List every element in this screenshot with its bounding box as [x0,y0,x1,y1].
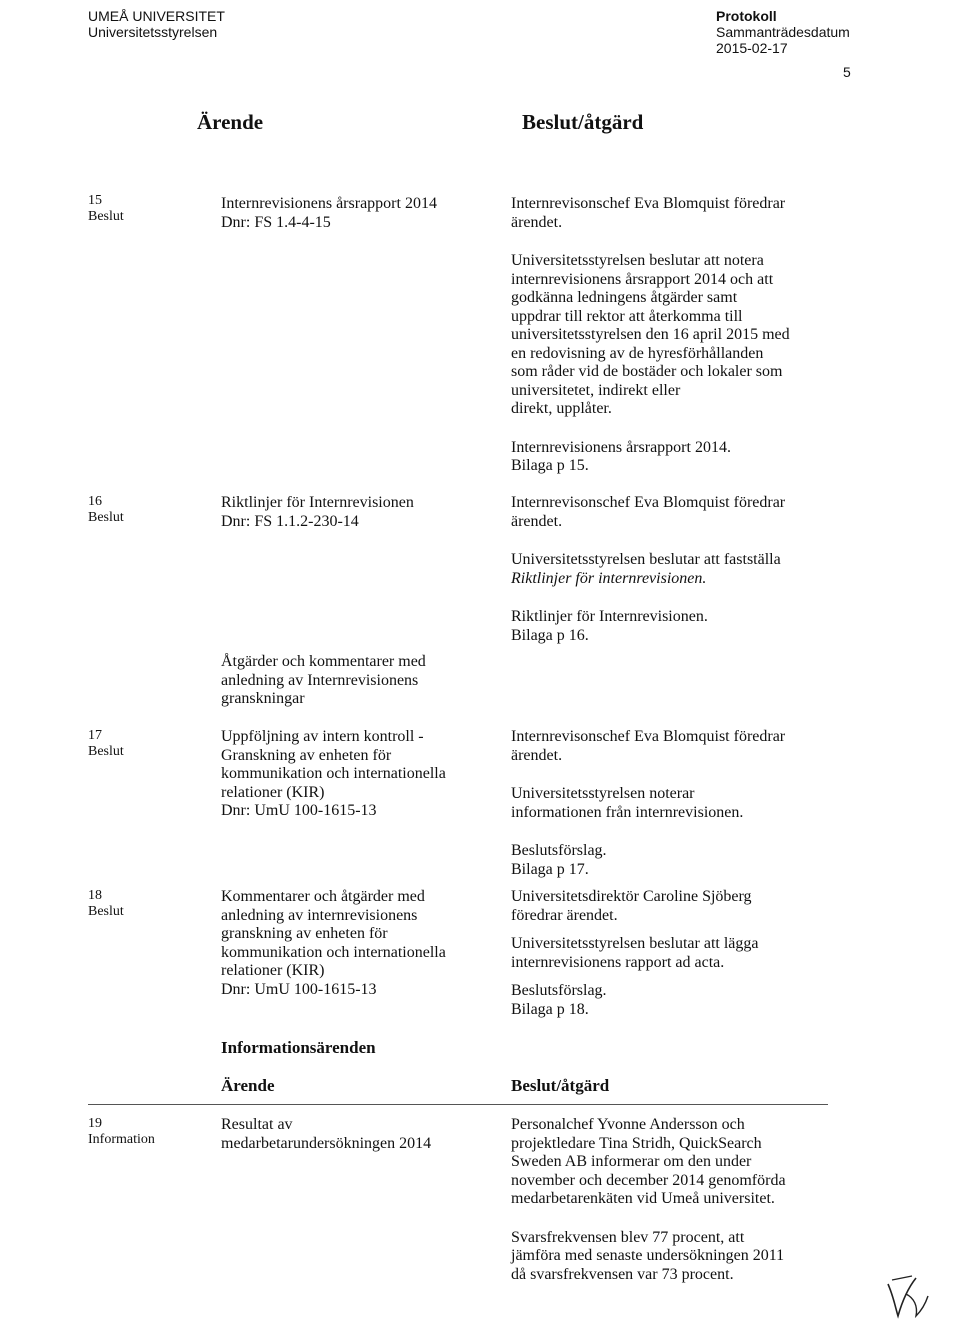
item-17-label [88,728,124,760]
item-title-line: Resultat av [221,1116,293,1133]
item-type: Beslut [88,510,124,525]
item-17-title [221,728,446,821]
decision-line: då svarsfrekvensen var 73 procent. [511,1265,734,1283]
item-type: Information [88,1132,155,1147]
item-number: 18 [88,888,102,903]
attachment-line: Beslutsförslag. [511,982,607,999]
item-type: Beslut [88,209,124,224]
item-16-decision [511,494,785,645]
attachment-ref: Bilaga p 18. [511,1000,589,1018]
item-19-label [88,1116,155,1148]
decision-line: ärendet. [511,512,563,530]
meeting-label: Sammanträdesdatum [716,24,850,40]
item-15-label [88,193,124,225]
decision-line: medarbetarenkäten vid Umeå universitet. [511,1190,775,1207]
item-16-label [88,494,124,526]
item-19-decision [511,1116,786,1284]
decision-line: november och december 2014 genomförda [511,1171,786,1189]
page-number: 5 [843,64,851,80]
decision-line: Universitetsstyrelsen beslutar att lägga [511,935,759,952]
item-number: 19 [88,1116,102,1131]
item-18-title [221,888,446,999]
item-17-decision [511,728,785,879]
column-heading-arende: Ärende [197,110,264,134]
attachment-ref: Bilaga p 17. [511,860,589,878]
decision-line: ärendet. [511,213,563,231]
item-type: Beslut [88,744,124,759]
header-right [716,8,850,56]
doc-type: Protokoll [716,8,777,24]
decision-line: uppdrar till rektor att återkomma till [511,307,743,325]
meeting-date: 2015-02-17 [716,40,788,56]
item-number: 16 [88,494,102,509]
item-dnr: Dnr: UmU 100-1615-13 [221,802,377,819]
org-name: UMEÅ UNIVERSITET [88,8,225,24]
item-18-label [88,888,124,920]
decision-line: universitetet, indirekt eller [511,381,681,399]
attachment-ref: Bilaga p 15. [511,457,589,474]
decision-line: Internrevisonschef Eva Blomquist föredrar [511,728,786,745]
item-title-line: granskning av enheten för [221,925,388,942]
item-15-title [221,195,437,232]
item-title-line: Riktlinjer för Internrevisionen [221,494,414,511]
item-number: 15 [88,193,102,208]
board-name: Universitetsstyrelsen [88,24,218,40]
group-heading-line: Åtgärder och kommentarer med [221,653,426,670]
decision-line: Universitetsdirektör Caroline Sjöberg [511,888,752,905]
item-title-line: medarbetarundersökningen 2014 [221,1134,432,1152]
attachment-line: Internrevisionens årsrapport 2014. [511,438,731,456]
attachment-line: Riktlinjer för Internrevisionen. [511,608,708,625]
item-15-decision [511,195,790,476]
item-title-line: Kommentarer och åtgärder med [221,888,425,905]
item-title-line: Uppföljning av intern kontroll - [221,728,424,745]
attachment-line: Beslutsförslag. [511,842,607,859]
decision-line: Universitetsstyrelsen beslutar att notera [511,252,764,269]
attachment-ref: Bilaga p 16. [511,626,589,644]
group-heading-line: granskningar [221,690,305,707]
decision-line: universitetsstyrelsen den 16 april 2015 med [511,326,790,343]
decision-line: Sweden AB informerar om den under [511,1153,752,1170]
item-title-line: Internrevisionens årsrapport 2014 [221,195,437,212]
decision-line: informationen från internrevisionen. [511,803,744,821]
decision-line: Svarsfrekvensen blev 77 procent, att [511,1228,745,1246]
decision-line: som råder vid de bostäder och lokaler som [511,363,783,380]
decision-line: jämföra med senaste undersökningen 2011 [511,1247,785,1264]
section-divider [88,1104,828,1105]
decision-line: godkänna ledningens åtgärder samt [511,289,738,306]
decision-line: Internrevisonschef Eva Blomquist föredrar [511,195,786,212]
item-type: Beslut [88,904,124,919]
item-title-line: relationer (KIR) [221,962,325,979]
item-title-line: kommunikation och internationella [221,943,446,961]
decision-line: en redovisning av de hyresförhållanden [511,344,764,362]
decision-line: internrevisionens årsrapport 2014 och att [511,270,774,288]
decision-line: Personalchef Yvonne Andersson och [511,1116,745,1133]
item-16-title [221,494,414,531]
item-title-line: anledning av internrevisionens [221,906,418,924]
info-column-heading-beslut: Beslut/åtgärd [511,1076,610,1095]
info-column-heading-arende: Ärende [221,1076,275,1095]
decision-line: projektledare Tina Stridh, QuickSearch [511,1134,762,1152]
decision-line: föredrar ärendet. [511,906,618,924]
group-heading-line: anledning av Internrevisionens [221,671,419,689]
header-left [88,8,225,40]
decision-line: ärendet. [511,746,563,764]
item-dnr: Dnr: UmU 100-1615-13 [221,980,377,998]
item-title-line: Granskning av enheten för [221,746,392,764]
signature-initials [882,1272,934,1322]
column-heading-beslut: Beslut/åtgärd [522,110,644,134]
decision-line: Universitetsstyrelsen beslutar att fastställa [511,551,781,568]
item-title-line: relationer (KIR) [221,783,325,801]
item-title-line: kommunikation och internationella [221,765,446,782]
decision-line: Internrevisonschef Eva Blomquist föredrar [511,494,786,511]
decision-line: direkt, upplåter. [511,400,612,417]
group-heading [221,653,426,709]
item-number: 17 [88,728,102,743]
item-dnr: Dnr: FS 1.4-4-15 [221,213,331,231]
item-dnr: Dnr: FS 1.1.2-230-14 [221,512,359,530]
decision-line-italic: Riktlinjer för internrevisionen. [511,569,707,587]
info-section-heading: Informationsärenden [221,1038,376,1057]
item-19-title [221,1116,431,1153]
decision-line: Universitetsstyrelsen noterar [511,785,695,802]
decision-line: internrevisionens rapport ad acta. [511,953,725,971]
item-18-decision [511,888,758,1019]
